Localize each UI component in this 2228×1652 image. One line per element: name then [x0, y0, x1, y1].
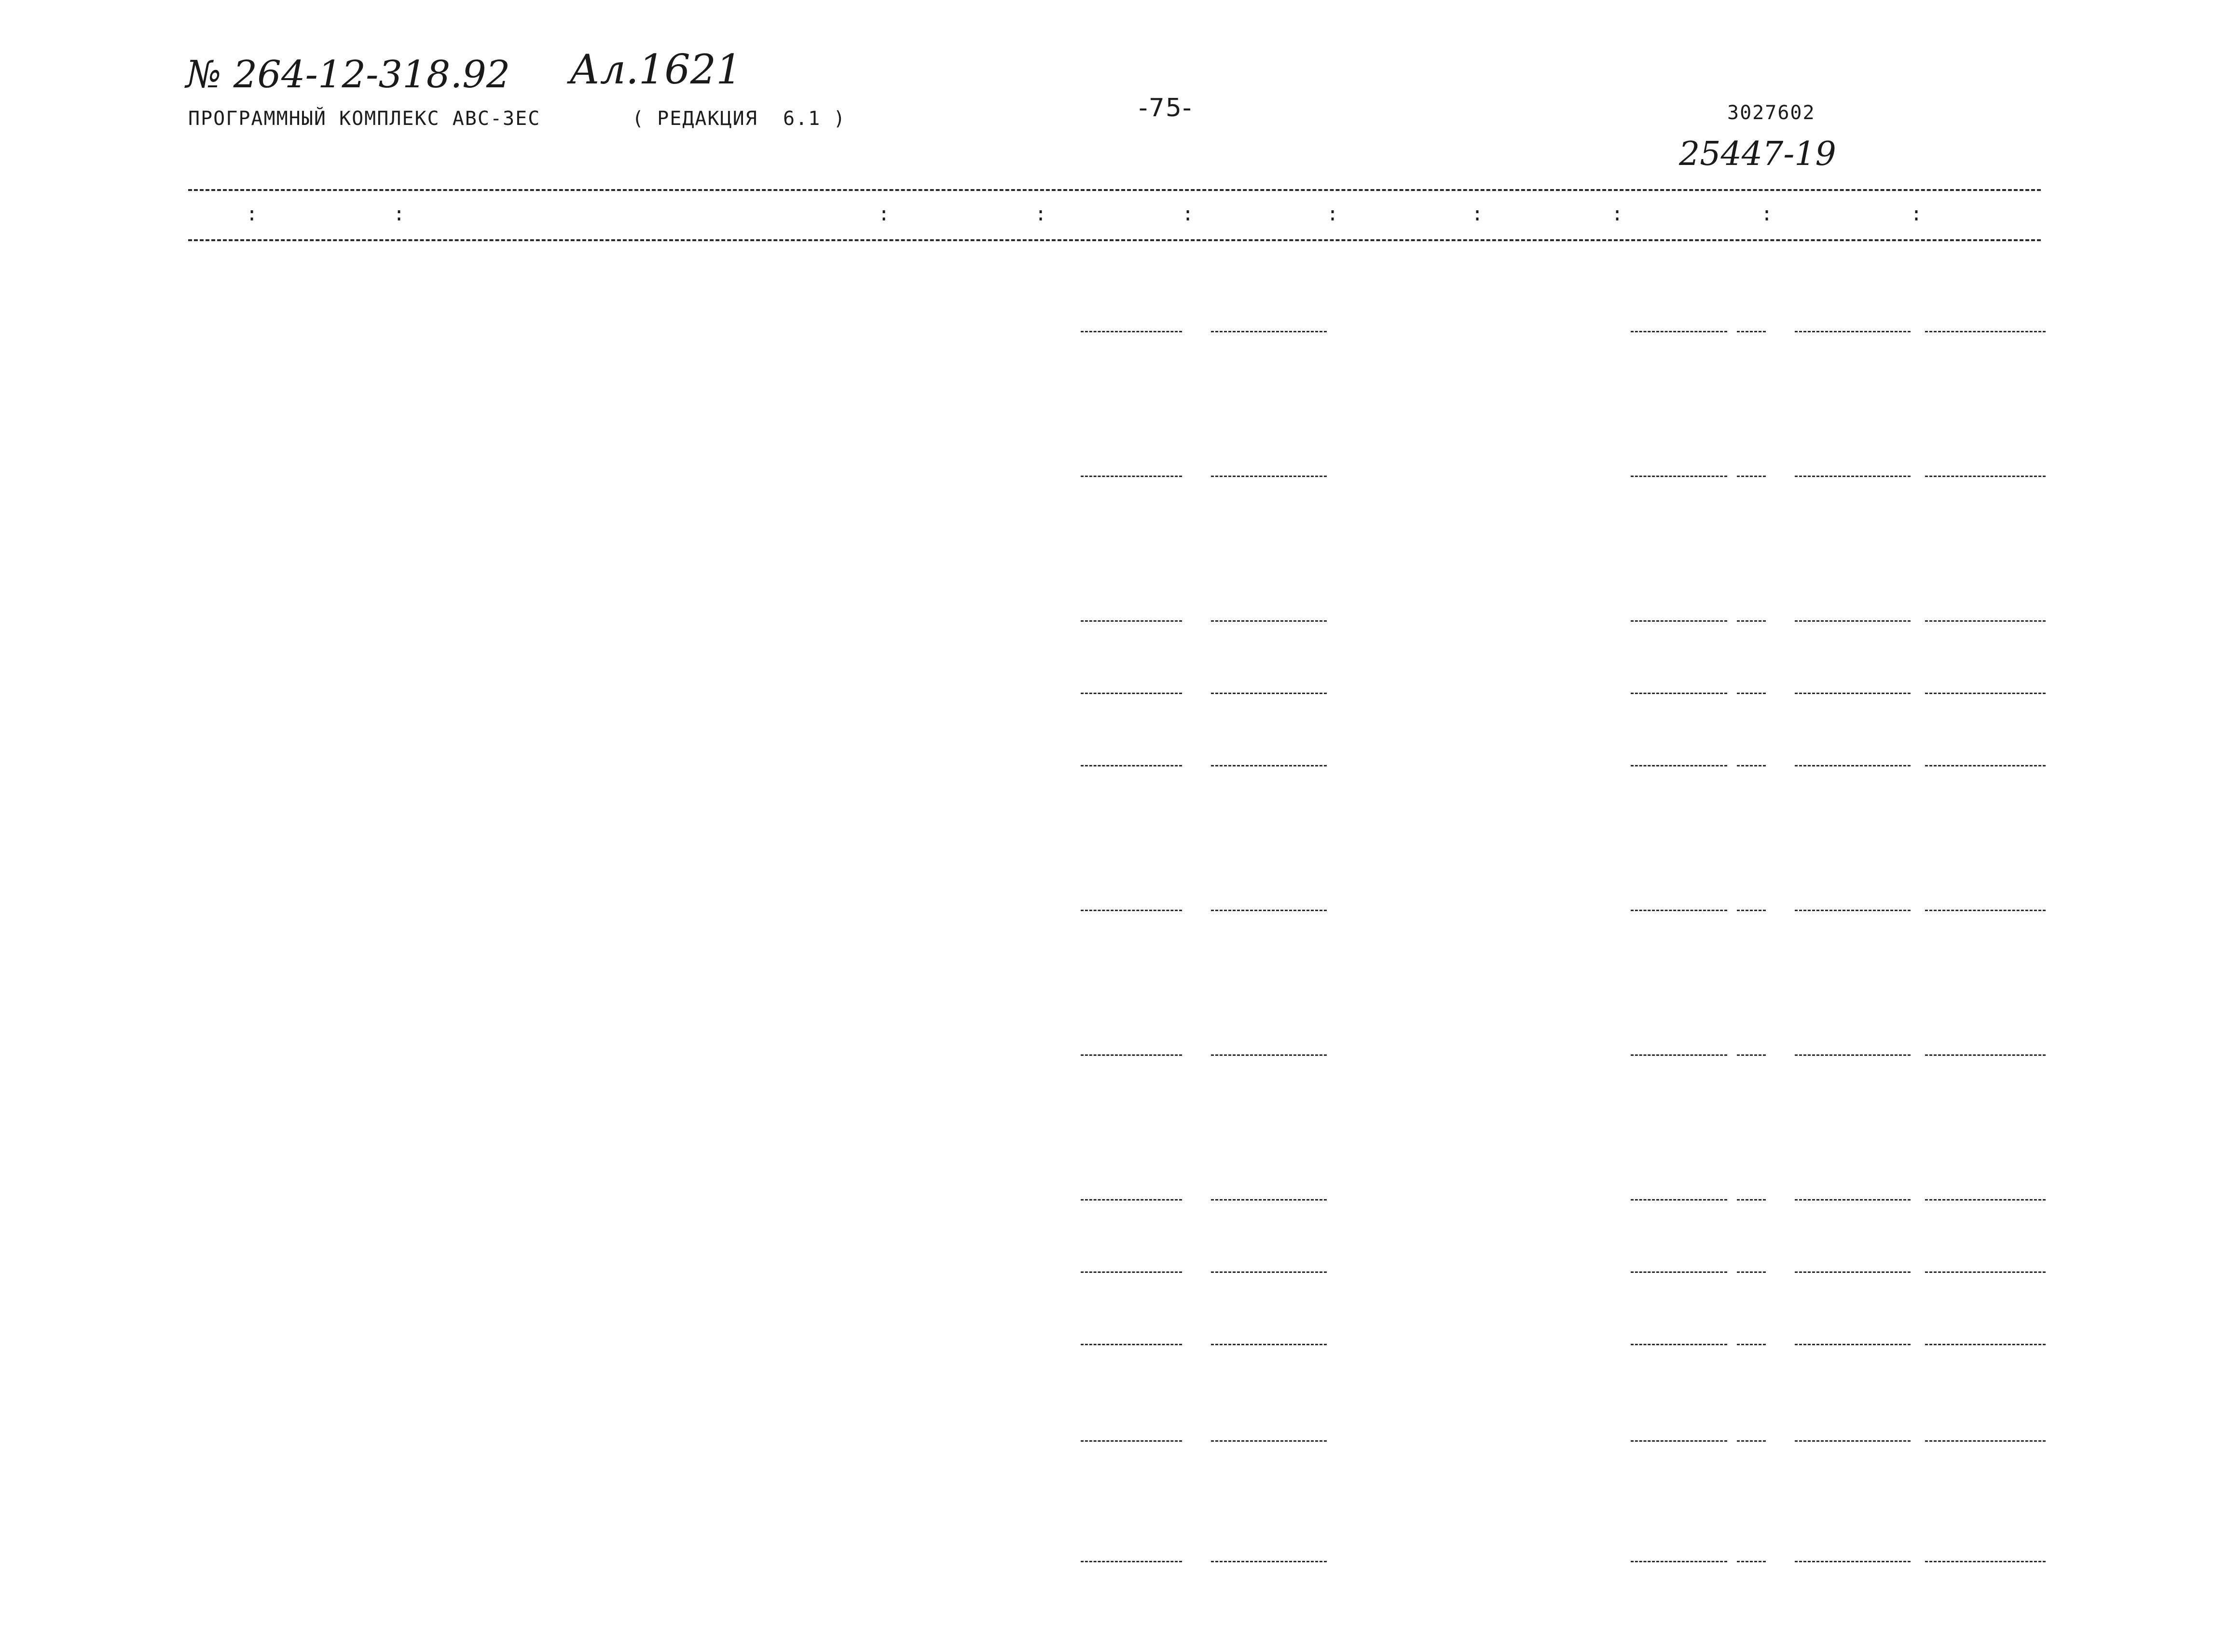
column-separator: : [246, 203, 259, 225]
separator-line [1795, 476, 1911, 477]
separator-line [1631, 1199, 1727, 1201]
separator-line [1737, 1561, 1766, 1562]
separator-line [1631, 765, 1727, 766]
separator-line [1795, 1561, 1911, 1562]
separator-line [1631, 910, 1727, 911]
separator-line [1925, 910, 2046, 911]
separator-line [1925, 1344, 2046, 1345]
separator-line [1795, 1440, 1911, 1442]
column-separator: : [1035, 203, 1048, 225]
separator-line [1795, 1199, 1911, 1201]
column-separator: : [1611, 203, 1624, 225]
handwritten-album-number: Ал.1621 [569, 46, 742, 93]
program-name: ПРОГРАММНЫЙ КОМПЛЕКС АВС-3ЕС [188, 108, 541, 130]
separator-line [1081, 1344, 1182, 1345]
separator-line [1631, 620, 1727, 622]
separator-line [1631, 1344, 1727, 1345]
separator-line [1925, 1271, 2046, 1273]
separator-line [1631, 1561, 1727, 1562]
separator-line [1081, 1440, 1182, 1442]
column-separator: : [1911, 203, 1924, 225]
separator-line [1925, 1561, 2046, 1562]
separator-line [1211, 765, 1327, 766]
column-separator: : [1761, 203, 1774, 225]
separator-line [1081, 620, 1182, 622]
separator-line [1795, 620, 1911, 622]
separator-line [1081, 1561, 1182, 1562]
separator-line [1925, 1440, 2046, 1442]
separator-line [1081, 693, 1182, 694]
page-number: -75- [1139, 94, 1193, 123]
separator-line [1211, 910, 1327, 911]
separator-line [1081, 765, 1182, 766]
separator-line [1737, 1271, 1766, 1273]
handwritten-code: 25447-19 [1679, 135, 1836, 173]
separator-line [1211, 693, 1327, 694]
header-rule-bottom [188, 239, 2041, 241]
separator-line [1631, 476, 1727, 477]
separator-line [1211, 331, 1327, 332]
separator-line [1925, 765, 2046, 766]
separator-line [1795, 765, 1911, 766]
separator-line [1211, 1344, 1327, 1345]
document-number: 3027602 [1727, 102, 1815, 124]
separator-line [1631, 331, 1727, 332]
separator-line [1211, 1440, 1327, 1442]
separator-line [1737, 620, 1766, 622]
separator-line [1737, 331, 1766, 332]
separator-line [1795, 1344, 1911, 1345]
separator-line [1925, 331, 2046, 332]
separator-line [1925, 1199, 2046, 1201]
separator-line [1737, 693, 1766, 694]
separator-line [1737, 910, 1766, 911]
separator-line [1081, 476, 1182, 477]
separator-line [1795, 693, 1911, 694]
separator-line [1081, 1199, 1182, 1201]
column-separator: : [1182, 203, 1195, 225]
separator-line [1081, 1271, 1182, 1273]
separator-line [1631, 1271, 1727, 1273]
separator-line [1737, 1440, 1766, 1442]
edition: ( РЕДАКЦИЯ 6.1 ) [632, 108, 846, 130]
separator-line [1737, 1344, 1766, 1345]
separator-line [1211, 1199, 1327, 1201]
separator-line [1211, 620, 1327, 622]
separator-line [1795, 1271, 1911, 1273]
separator-line [1795, 331, 1911, 332]
separator-line [1211, 1054, 1327, 1056]
separator-line [1737, 1054, 1766, 1056]
separator-line [1925, 476, 2046, 477]
separator-line [1081, 1054, 1182, 1056]
column-separator: : [878, 203, 891, 225]
separator-line [1795, 1054, 1911, 1056]
separator-line [1631, 1440, 1727, 1442]
separator-line [1925, 1054, 2046, 1056]
separator-line [1925, 620, 2046, 622]
separator-line [1795, 910, 1911, 911]
separator-line [1737, 765, 1766, 766]
separator-line [1631, 1054, 1727, 1056]
separator-line [1925, 693, 2046, 694]
separator-line [1737, 1199, 1766, 1201]
separator-line [1081, 331, 1182, 332]
separator-line [1211, 1561, 1327, 1562]
column-separator: : [1472, 203, 1485, 225]
separator-line [1631, 693, 1727, 694]
handwritten-doc-number: № 264-12-318.92 [186, 53, 510, 96]
separator-line [1081, 910, 1182, 911]
column-separator: : [1327, 203, 1340, 225]
separator-line [1737, 476, 1766, 477]
separator-line [1211, 476, 1327, 477]
separator-line [1211, 1271, 1327, 1273]
column-separator: : [393, 203, 406, 225]
header-rule-top [188, 189, 2041, 191]
